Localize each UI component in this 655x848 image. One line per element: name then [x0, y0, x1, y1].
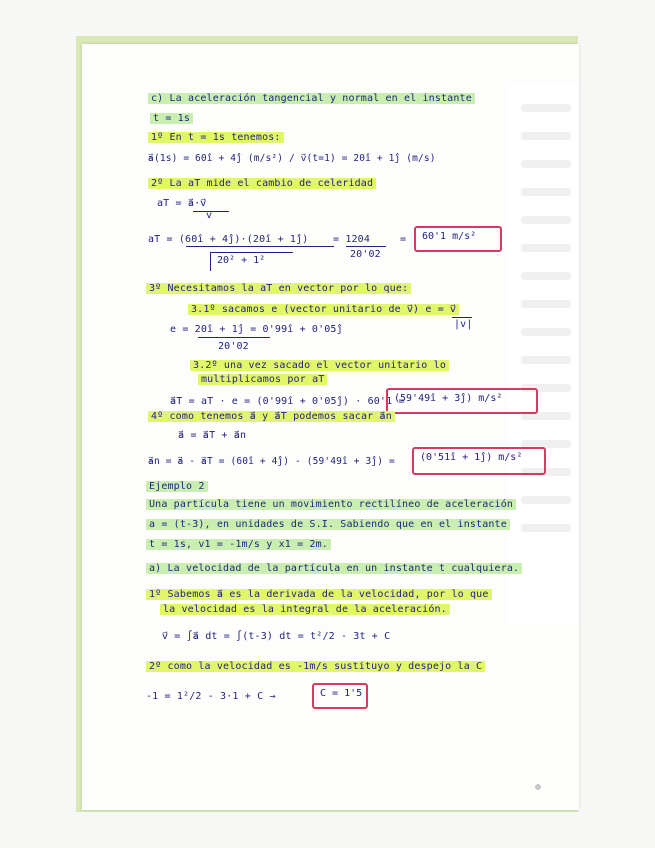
ink-dot — [535, 784, 541, 790]
step-line: 2º como la velocidad es -1m/s sustituyo y despejo la C — [146, 660, 485, 674]
sqrt-sign: 20² + 1² — [210, 252, 293, 271]
text-line: a) La velocidad de la partícula en un instante t cualquiera. — [146, 562, 522, 576]
step-line: 3.2º una vez sacado el vector unitario lo — [190, 359, 449, 373]
step-line: 3º Necesitamos la aT en vector por lo que: — [146, 282, 411, 296]
equation-line: -1 = 1²/2 - 3·1 + C → — [146, 691, 276, 702]
step-line: 1º Sabemos a⃗ es la derivada de la velocidad, por lo que — [146, 588, 492, 602]
result-box-an-vector: (0'51î + 1ĵ) m/s² — [412, 447, 546, 475]
step-line: multiplicamos por aT — [198, 373, 327, 387]
equation-line: aT = (60î + 4ĵ)·(20î + 1ĵ) — [148, 234, 309, 245]
fraction-bar — [186, 246, 334, 247]
fraction-bar — [346, 246, 386, 247]
equation-line: v⃗ = ∫a⃗ dt = ∫(t-3) dt = t²/2 - 3t + C — [162, 631, 391, 642]
example-heading: Ejemplo 2 — [146, 480, 208, 494]
step-line: la velocidad es la integral de la aceleración. — [160, 603, 450, 617]
heading-line: c) La aceleración tangencial y normal en el instante — [148, 92, 475, 106]
step-line: 4º como tenemos a⃗ y a⃗T podemos sacar a⃗n — [148, 410, 395, 424]
equation-line: a⃗n = a⃗ - a⃗T = (60î + 4ĵ) - (59'49î + 3ĵ) = — [148, 456, 395, 467]
result-box-at-vector: (59'49î + 3ĵ) m/s² — [386, 388, 538, 414]
result-box-at: 60'1 m/s² — [414, 226, 502, 252]
equation-line: = 1204 — [333, 234, 371, 245]
text-line: t = 1s — [150, 112, 193, 126]
text-line: t = 1s, v1 = -1m/s y x1 = 2m. — [146, 538, 331, 552]
step-line: 1º En t = 1s tenemos: — [148, 131, 284, 145]
equation-line: a⃗T = aT · e = (0'99î + 0'05ĵ) · 60'1 = — [170, 396, 405, 407]
equation-line: aT = a⃗·v⃗ — [157, 198, 207, 209]
step-line: 2º La aT mide el cambio de celeridad — [148, 177, 376, 191]
equation-line: v — [206, 210, 213, 221]
result-box-c: C = 1'5 — [312, 683, 368, 709]
equals-sign: = — [400, 234, 407, 245]
equation-line: 20'02 — [350, 249, 381, 260]
text-line: Una partícula tiene un movimiento rectilíneo de aceleración — [146, 498, 516, 512]
bleed-through-text — [509, 84, 579, 624]
text-line: a = (t-3), en unidades de S.I. Sabiendo que en el instante — [146, 518, 510, 532]
equation-line: a⃗(1s) = 60î + 4ĵ (m/s²) / v⃗(t=1) = 20î + 1ĵ (m/s) — [148, 153, 436, 164]
step-line: 3.1º sacamos e (vector unitario de v⃗) e = v⃗ — [188, 303, 459, 317]
fraction-bar — [198, 337, 270, 338]
equation-line: a⃗ = a⃗T + a⃗n — [178, 430, 247, 441]
equation-line: e = 20î + 1ĵ = 0'99î + 0'05ĵ — [170, 324, 343, 335]
equation-line: 20'02 — [218, 341, 249, 352]
equation-line: |v| — [454, 319, 473, 330]
